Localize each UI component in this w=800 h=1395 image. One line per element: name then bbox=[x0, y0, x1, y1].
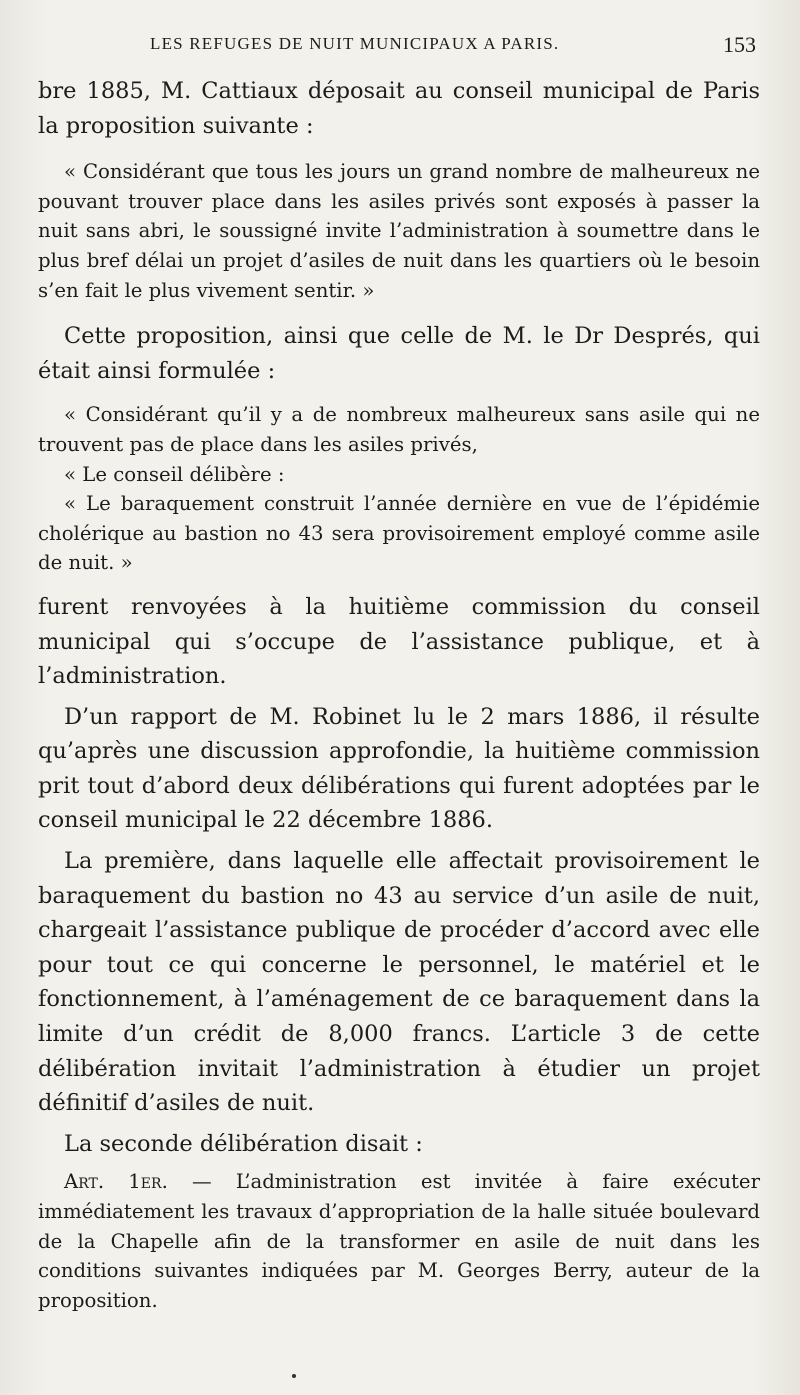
body-text bbox=[38, 74, 760, 1315]
page-number: 153 bbox=[723, 32, 756, 57]
quote-despres-3: « Le baraquement construit l’année dernière en vue de l’épidémie cholérique au bastion no 43 sera provisoirement employé comme asile de nuit. » bbox=[38, 492, 760, 575]
article-label: Art. 1er. bbox=[64, 1170, 168, 1194]
print-mark bbox=[292, 1374, 296, 1378]
paragraph-2: Cette proposition, ainsi que celle de M. le Dr Després, qui était ainsi formulée : bbox=[38, 323, 760, 384]
article-1 bbox=[38, 1167, 760, 1315]
paragraph-6: La seconde délibération disait : bbox=[64, 1130, 423, 1157]
page-header bbox=[38, 34, 756, 64]
paragraph-1: bre 1885, M. Cattiaux déposait au conseil municipal de Paris la proposition suivante : bbox=[38, 78, 760, 139]
quote-despres-2: « Le conseil délibère : bbox=[64, 462, 285, 486]
running-head: LES REFUGES DE NUIT MUNICIPAUX A PARIS. bbox=[150, 34, 560, 53]
quote-cattiaux: « Considérant que tous les jours un grand nombre de malheureux ne pouvant trouver place dans les asiles privés sont exposés à passer la nuit sans abri, le soussigné invite l’administration à soumettre dans le plus bref délai un projet d’asiles de nuit dans les quartiers où le besoin s’en fait le plus vivement sentir. » bbox=[38, 160, 760, 302]
paragraph-3: furent renvoyées à la huitième commission du conseil municipal qui s’occupe de l’assistance publique, et à l’administration. bbox=[38, 593, 760, 690]
quote-despres-1: « Considérant qu’il y a de nombreux malheureux sans asile qui ne trouvent pas de place dans les asiles privés, bbox=[38, 403, 760, 456]
article-text: — L’administration est invitée à faire exécuter immédiatement les travaux d’appropriation de la halle située boulevard de la Chapelle afin de la transformer en asile de nuit dans les conditions suivantes indiquées par M. Georges Berry, auteur de la proposition. bbox=[38, 1170, 760, 1312]
paragraph-5: La première, dans laquelle elle affectait provisoirement le baraquement du bastion no 43 au service d’un asile de nuit, chargeait l’assistance publique de procéder d’accord avec elle pour tout ce qui concerne le personnel, le matériel et le fonctionnement, à l’aménagement de ce baraquement dans la limite d’un crédit de 8,000 francs. L’article 3 de cette délibération invitait l’administration à étudier un projet définitif d’asiles de nuit. bbox=[38, 848, 760, 1117]
paragraph-4: D’un rapport de M. Robinet lu le 2 mars 1886, il résulte qu’après une discussion approfondie, la huitième commission prit tout d’abord deux délibérations qui furent adoptées par le conseil municipal le 22 décembre 1886. bbox=[38, 703, 760, 834]
